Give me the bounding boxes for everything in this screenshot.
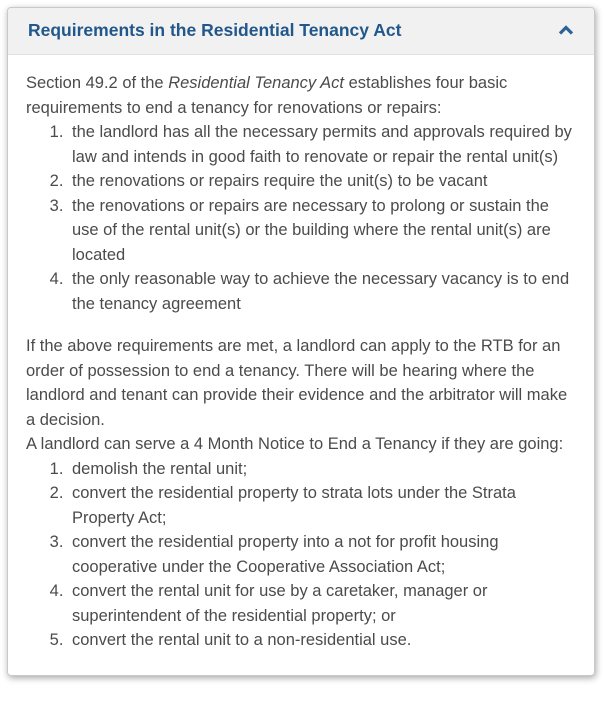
chevron-up-icon[interactable]	[558, 25, 574, 36]
act-name-italic: Residential Tenancy Act	[168, 74, 344, 92]
requirement-item-1: 1. the landlord has all the necessary permits and approvals required by law and intends in good faith to renovate or repair the rental unit(s)	[68, 120, 572, 169]
accordion-panel	[7, 7, 595, 676]
accordion-header[interactable]	[8, 8, 594, 55]
notice-item-1: 1. demolish the rental unit;	[68, 457, 572, 482]
intro-paragraph	[26, 71, 572, 120]
requirement-item-2: 2. the renovations or repairs require the unit(s) to be vacant	[68, 169, 572, 194]
rtb-paragraph: If the above requirements are met, a landlord can apply to the RTB for an order of possession to end a tenancy. There will be hearing where the landlord and tenant can provide their evidence and the arbitrator will make a decision.	[26, 337, 568, 429]
intro-text-after: establishes four basic requirements to end a tenancy for renovations or repairs:	[26, 74, 508, 117]
notice-item-2: 2. convert the residential property to strata lots under the Strata Property Act;	[68, 481, 572, 530]
notice-item-5: 5. convert the rental unit to a non-residential use.	[68, 628, 572, 653]
notice-item-3: 3. convert the residential property into a not for profit housing cooperative under the Cooperative Association Act;	[68, 530, 572, 579]
notice-intro-paragraph: A landlord can serve a 4 Month Notice to End a Tenancy if they are going:	[26, 435, 564, 453]
requirement-item-3: 3. the renovations or repairs are necessary to prolong or sustain the use of the rental unit(s) or the building where the rental unit(s) are located	[68, 194, 572, 268]
page	[0, 7, 604, 716]
notice-item-4: 4. convert the rental unit for use by a caretaker, manager or superintendent of the residential property; or	[68, 579, 572, 628]
requirement-item-4: 4. the only reasonable way to achieve the necessary vacancy is to end the tenancy agreement	[68, 267, 572, 316]
accordion-body	[8, 55, 594, 675]
notice-list	[26, 457, 572, 653]
accordion-title: Requirements in the Residential Tenancy Act	[28, 20, 402, 40]
intro-text-before: Section 49.2 of the	[26, 74, 169, 92]
requirements-list	[26, 120, 572, 316]
